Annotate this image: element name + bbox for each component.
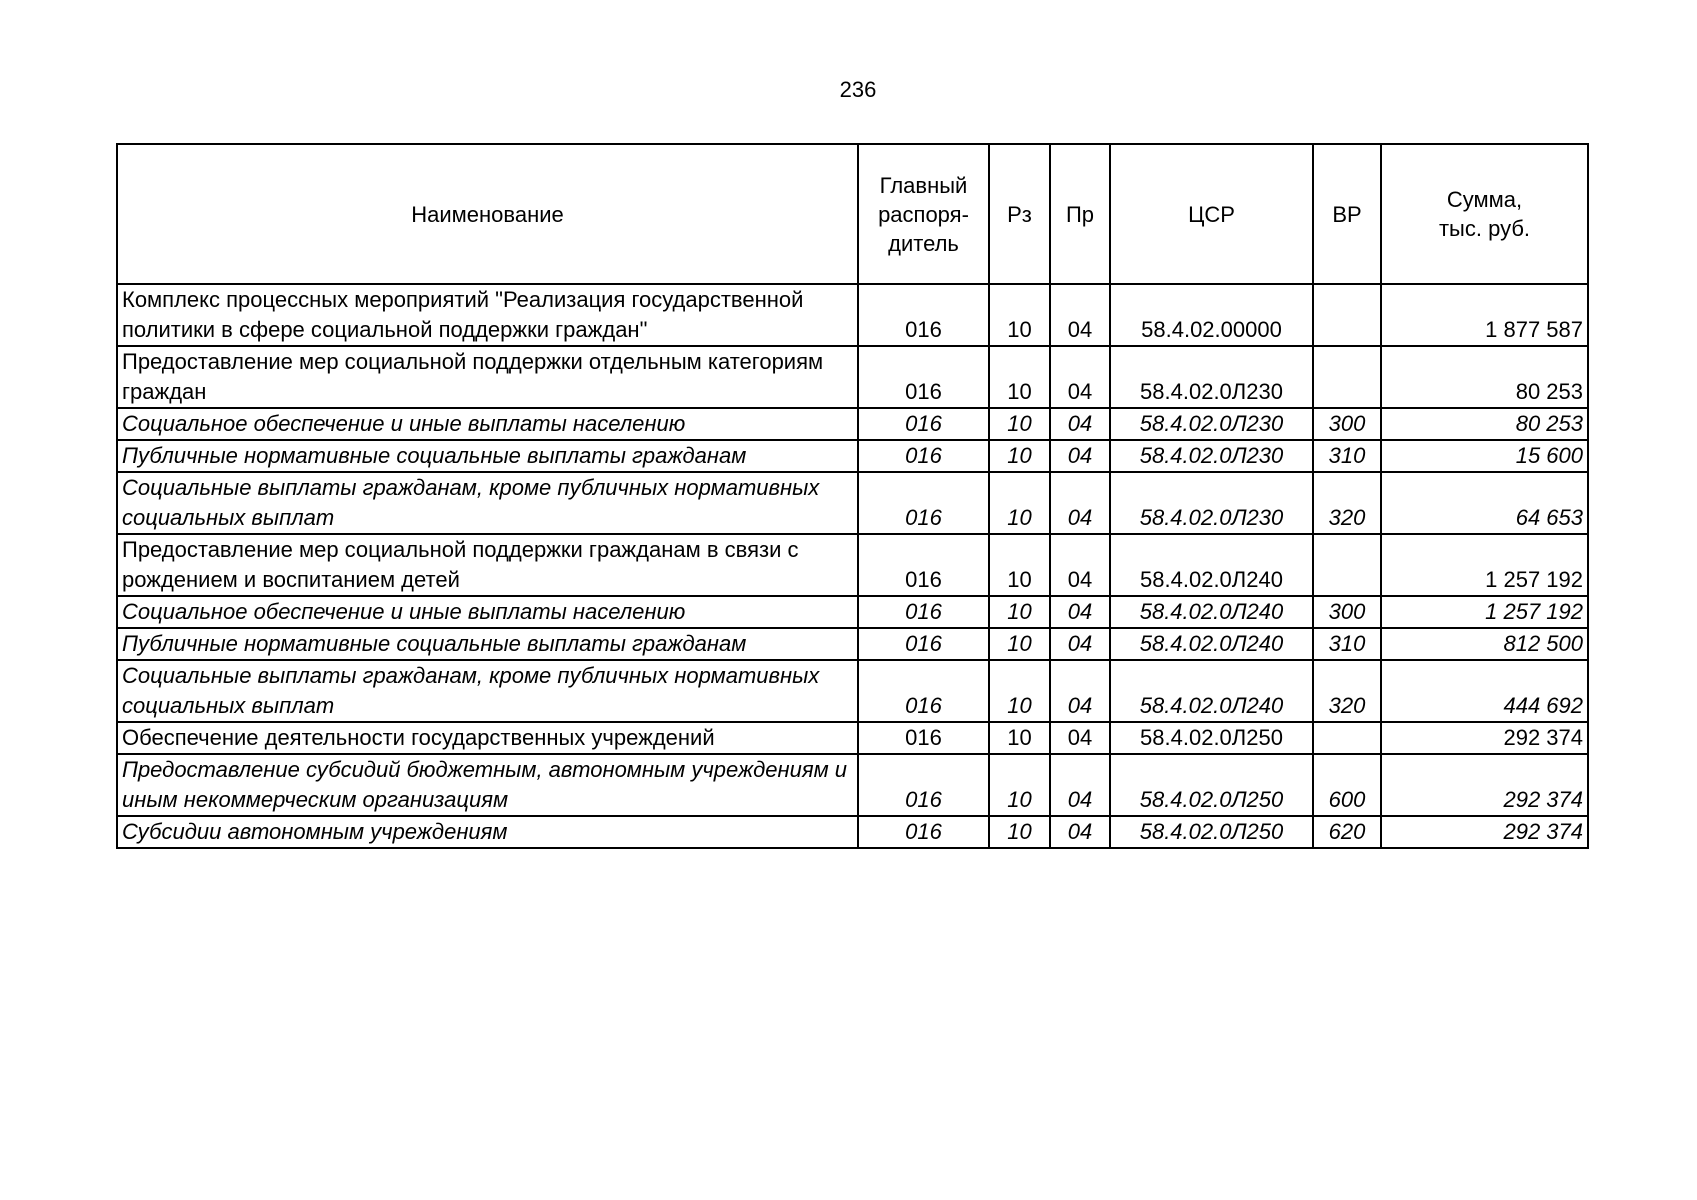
cell-rz: 10 xyxy=(989,628,1050,660)
cell-csr: 58.4.02.0Л230 xyxy=(1110,346,1313,408)
cell-vr: 310 xyxy=(1313,628,1381,660)
cell-vr: 300 xyxy=(1313,408,1381,440)
cell-rz: 10 xyxy=(989,284,1050,346)
cell-name: Публичные нормативные социальные выплаты гражданам xyxy=(117,440,858,472)
cell-pr: 04 xyxy=(1050,722,1110,754)
cell-vr: 310 xyxy=(1313,440,1381,472)
cell-rz: 10 xyxy=(989,816,1050,848)
cell-csr: 58.4.02.0Л250 xyxy=(1110,722,1313,754)
table-row xyxy=(117,284,1588,346)
cell-vr xyxy=(1313,346,1381,408)
cell-rz: 10 xyxy=(989,722,1050,754)
cell-vr: 300 xyxy=(1313,596,1381,628)
page-number: 236 xyxy=(839,77,877,102)
cell-csr: 58.4.02.0Л240 xyxy=(1110,596,1313,628)
cell-sum: 292 374 xyxy=(1381,722,1588,754)
cell-pr: 04 xyxy=(1050,472,1110,534)
table-row xyxy=(117,816,1588,848)
header-csr: ЦСР xyxy=(1110,144,1313,284)
cell-pr: 04 xyxy=(1050,660,1110,722)
cell-csr: 58.4.02.0Л240 xyxy=(1110,660,1313,722)
cell-manager: 016 xyxy=(858,440,989,472)
table-row xyxy=(117,534,1588,596)
cell-manager: 016 xyxy=(858,472,989,534)
cell-csr: 58.4.02.00000 xyxy=(1110,284,1313,346)
cell-manager: 016 xyxy=(858,660,989,722)
cell-rz: 10 xyxy=(989,472,1050,534)
cell-csr: 58.4.02.0Л230 xyxy=(1110,472,1313,534)
cell-csr: 58.4.02.0Л230 xyxy=(1110,440,1313,472)
cell-name: Обеспечение деятельности государственных учреждений xyxy=(117,722,858,754)
table-row xyxy=(117,660,1588,722)
cell-rz: 10 xyxy=(989,596,1050,628)
table-header-row xyxy=(117,144,1588,284)
table-row xyxy=(117,346,1588,408)
cell-rz: 10 xyxy=(989,440,1050,472)
cell-sum: 1 877 587 xyxy=(1381,284,1588,346)
cell-sum: 64 653 xyxy=(1381,472,1588,534)
budget-table xyxy=(116,143,1589,849)
header-manager: Главный распоря- дитель xyxy=(858,144,989,284)
cell-name: Социальное обеспечение и иные выплаты населению xyxy=(117,596,858,628)
cell-name: Комплекс процессных мероприятий "Реализация государственной политики в сфере социальной поддержки граждан" xyxy=(117,284,858,346)
cell-vr: 320 xyxy=(1313,660,1381,722)
header-vr: ВР xyxy=(1313,144,1381,284)
table-row xyxy=(117,472,1588,534)
cell-pr: 04 xyxy=(1050,754,1110,816)
table-row xyxy=(117,440,1588,472)
header-rz: Рз xyxy=(989,144,1050,284)
cell-manager: 016 xyxy=(858,754,989,816)
cell-sum: 444 692 xyxy=(1381,660,1588,722)
table-row xyxy=(117,628,1588,660)
cell-pr: 04 xyxy=(1050,408,1110,440)
cell-csr: 58.4.02.0Л230 xyxy=(1110,408,1313,440)
cell-name: Социальные выплаты гражданам, кроме публичных нормативных социальных выплат xyxy=(117,660,858,722)
cell-sum: 812 500 xyxy=(1381,628,1588,660)
cell-vr xyxy=(1313,722,1381,754)
cell-vr: 620 xyxy=(1313,816,1381,848)
cell-pr: 04 xyxy=(1050,440,1110,472)
cell-sum: 15 600 xyxy=(1381,440,1588,472)
cell-rz: 10 xyxy=(989,660,1050,722)
cell-manager: 016 xyxy=(858,284,989,346)
cell-manager: 016 xyxy=(858,628,989,660)
cell-manager: 016 xyxy=(858,722,989,754)
cell-pr: 04 xyxy=(1050,284,1110,346)
cell-sum: 292 374 xyxy=(1381,754,1588,816)
cell-manager: 016 xyxy=(858,596,989,628)
cell-pr: 04 xyxy=(1050,628,1110,660)
cell-name: Социальное обеспечение и иные выплаты населению xyxy=(117,408,858,440)
cell-csr: 58.4.02.0Л240 xyxy=(1110,534,1313,596)
table-row xyxy=(117,596,1588,628)
cell-pr: 04 xyxy=(1050,534,1110,596)
cell-vr xyxy=(1313,534,1381,596)
header-sum: Сумма, тыс. руб. xyxy=(1381,144,1588,284)
cell-sum: 80 253 xyxy=(1381,346,1588,408)
table-row xyxy=(117,408,1588,440)
cell-pr: 04 xyxy=(1050,346,1110,408)
cell-rz: 10 xyxy=(989,408,1050,440)
cell-sum: 1 257 192 xyxy=(1381,534,1588,596)
cell-vr xyxy=(1313,284,1381,346)
cell-name: Предоставление субсидий бюджетным, автономным учреждениям и иным некоммерческим организациям xyxy=(117,754,858,816)
cell-manager: 016 xyxy=(858,816,989,848)
cell-vr: 600 xyxy=(1313,754,1381,816)
cell-csr: 58.4.02.0Л250 xyxy=(1110,754,1313,816)
cell-manager: 016 xyxy=(858,408,989,440)
cell-sum: 80 253 xyxy=(1381,408,1588,440)
header-name: Наименование xyxy=(117,144,858,284)
cell-name: Субсидии автономным учреждениям xyxy=(117,816,858,848)
cell-rz: 10 xyxy=(989,346,1050,408)
cell-pr: 04 xyxy=(1050,816,1110,848)
cell-vr: 320 xyxy=(1313,472,1381,534)
cell-rz: 10 xyxy=(989,534,1050,596)
cell-pr: 04 xyxy=(1050,596,1110,628)
header-pr: Пр xyxy=(1050,144,1110,284)
cell-sum: 292 374 xyxy=(1381,816,1588,848)
cell-sum: 1 257 192 xyxy=(1381,596,1588,628)
cell-csr: 58.4.02.0Л240 xyxy=(1110,628,1313,660)
cell-name: Социальные выплаты гражданам, кроме публичных нормативных социальных выплат xyxy=(117,472,858,534)
cell-name: Предоставление мер социальной поддержки гражданам в связи с рождением и воспитанием детей xyxy=(117,534,858,596)
cell-name: Публичные нормативные социальные выплаты гражданам xyxy=(117,628,858,660)
cell-name: Предоставление мер социальной поддержки отдельным категориям граждан xyxy=(117,346,858,408)
cell-manager: 016 xyxy=(858,346,989,408)
cell-csr: 58.4.02.0Л250 xyxy=(1110,816,1313,848)
table-row xyxy=(117,722,1588,754)
table-row xyxy=(117,754,1588,816)
cell-manager: 016 xyxy=(858,534,989,596)
cell-rz: 10 xyxy=(989,754,1050,816)
